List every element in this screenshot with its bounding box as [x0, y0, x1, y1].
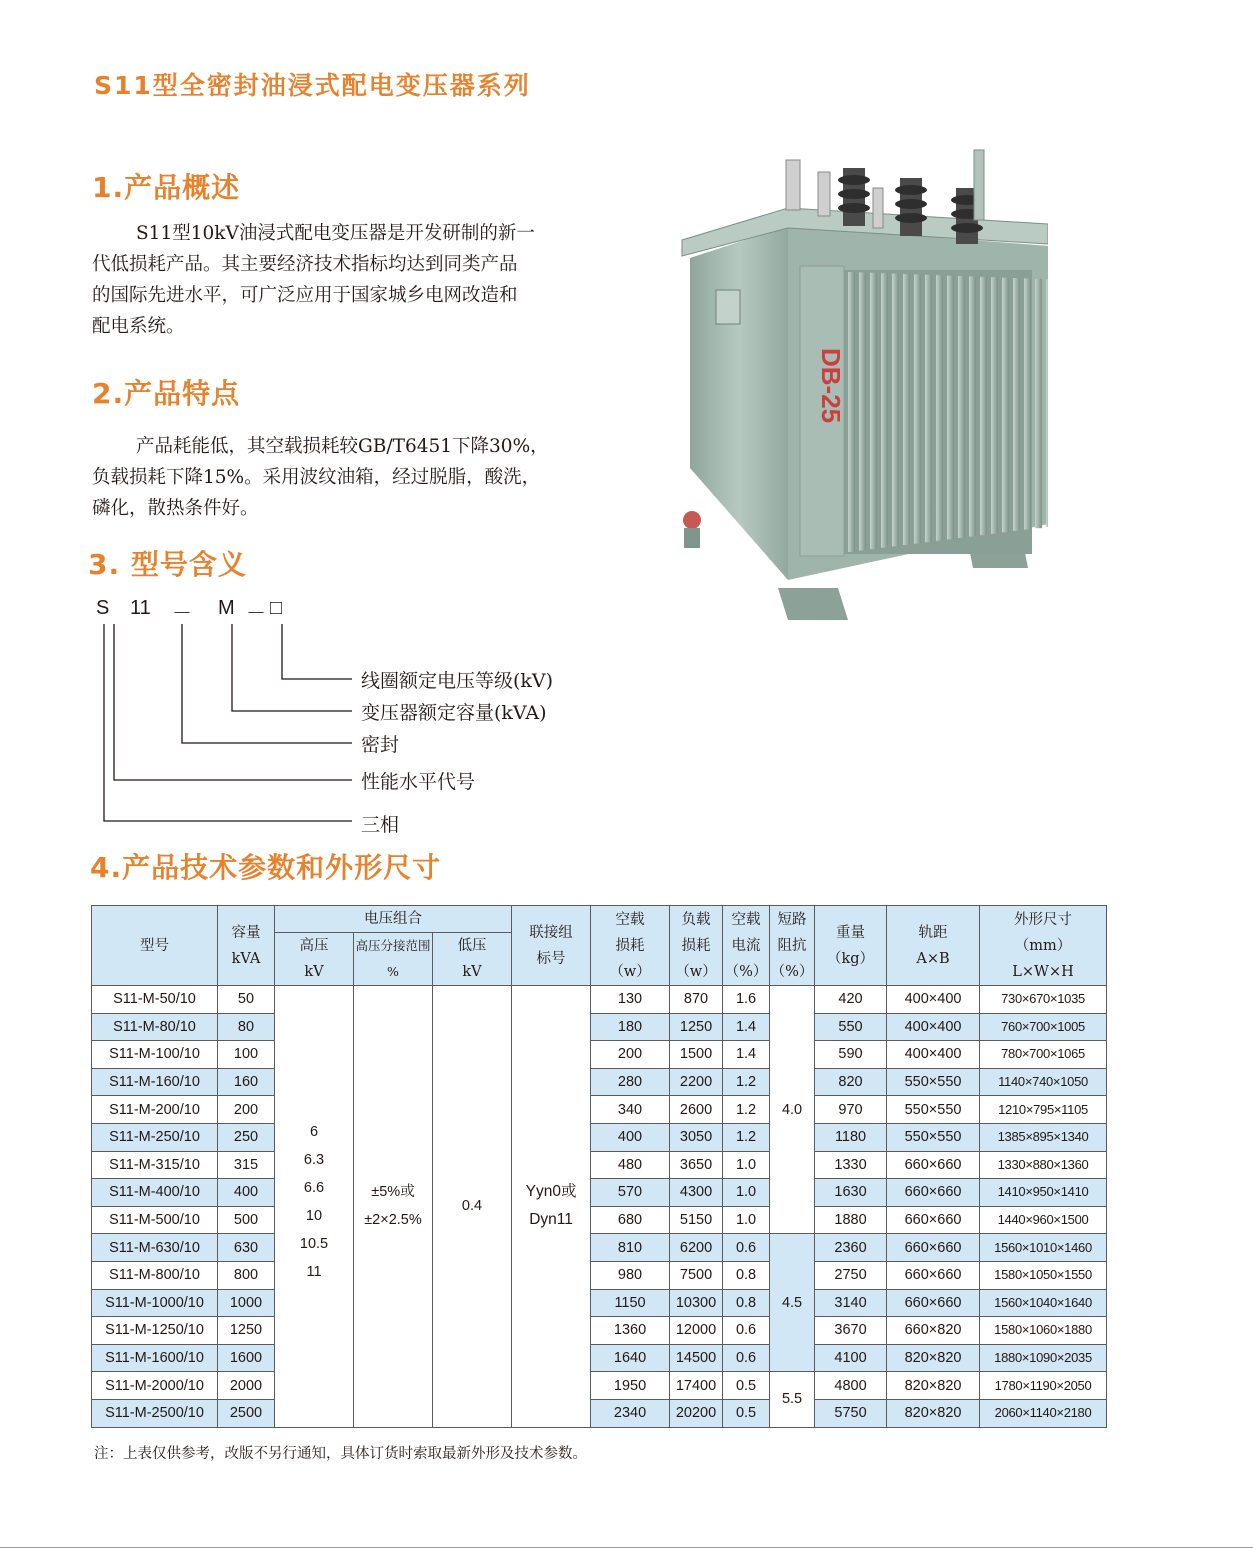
radiator-fin [980, 277, 987, 535]
radiator-fin [936, 275, 943, 541]
cell-dimensions: 1330×880×1360 [980, 1151, 1107, 1179]
cell-impedance-merged: 4.5 [770, 1234, 815, 1372]
cell-noload-loss: 200 [591, 1041, 670, 1069]
cell-noload-current: 1.2 [723, 1096, 770, 1124]
table-row [92, 1344, 1107, 1372]
header-noload-loss: 空载 损耗 （w） [591, 906, 670, 986]
table-row [92, 1289, 1107, 1317]
cell-gauge: 660×660 [887, 1206, 980, 1234]
cell-noload-loss: 980 [591, 1261, 670, 1289]
cell-load-loss: 10300 [670, 1289, 723, 1317]
header-noload-current: 空载 电流 （%） [723, 906, 770, 986]
cell-weight: 3670 [815, 1317, 887, 1345]
table-row [92, 1261, 1107, 1289]
cell-weight: 4100 [815, 1344, 887, 1372]
hv-value: 6.3 [303, 1152, 325, 1168]
cell-gauge: 820×820 [887, 1344, 980, 1372]
cell-gauge: 660×820 [887, 1317, 980, 1345]
cell-gauge: 400×400 [887, 986, 980, 1014]
hv-value: 10 [305, 1208, 323, 1224]
cell-dimensions: 1780×1190×2050 [980, 1372, 1107, 1400]
radiator-fin [958, 276, 965, 538]
hv-value: 6.6 [303, 1180, 325, 1196]
cell-noload-current: 0.6 [723, 1234, 770, 1262]
cell-weight: 820 [815, 1068, 887, 1096]
code-dash-1: － [172, 603, 192, 625]
cell-load-loss: 2600 [670, 1096, 723, 1124]
cell-noload-loss: 180 [591, 1013, 670, 1041]
cell-noload-loss: 2340 [591, 1399, 670, 1427]
cell-capacity: 200 [218, 1096, 275, 1124]
cell-weight: 1630 [815, 1179, 887, 1207]
cell-weight: 3140 [815, 1289, 887, 1317]
cell-model: S11-M-2500/10 [92, 1399, 218, 1427]
header-lv: 低压 kV [433, 933, 512, 986]
header-connection: 联接组 标号 [512, 906, 591, 986]
code-box: □ [270, 597, 283, 619]
cell-load-loss: 3050 [670, 1123, 723, 1151]
cell-gauge: 820×820 [887, 1399, 980, 1427]
cell-model: S11-M-80/10 [92, 1013, 218, 1041]
cell-noload-current: 1.2 [723, 1123, 770, 1151]
cell-capacity: 400 [218, 1179, 275, 1207]
cell-capacity: 1250 [218, 1317, 275, 1345]
cell-dimensions: 2060×1140×2180 [980, 1399, 1107, 1427]
cell-gauge: 820×820 [887, 1372, 980, 1400]
cell-noload-loss: 1360 [591, 1317, 670, 1345]
cell-dimensions: 1385×895×1340 [980, 1123, 1107, 1151]
transformer-photo [668, 148, 1048, 628]
cell-noload-current: 1.0 [723, 1179, 770, 1207]
code-m: M [218, 597, 235, 619]
section-heading-model: 3. 型号含义 [88, 548, 247, 581]
radiator-fin [1046, 279, 1048, 527]
cell-weight: 420 [815, 986, 887, 1014]
cell-noload-current: 0.5 [723, 1372, 770, 1400]
section-heading-overview: 1.产品概述 [92, 171, 241, 204]
cell-load-loss: 6200 [670, 1234, 723, 1262]
cell-lv-merged: 0.4 [433, 986, 512, 1428]
cell-capacity: 50 [218, 986, 275, 1014]
cell-load-loss: 3650 [670, 1151, 723, 1179]
cell-impedance-merged: 5.5 [770, 1372, 815, 1427]
header-voltage-group: 电压组合 [275, 906, 512, 933]
cell-noload-current: 1.0 [723, 1206, 770, 1234]
hv-value: 10.5 [299, 1236, 329, 1252]
header-model: 型号 [92, 906, 218, 986]
cell-load-loss: 7500 [670, 1261, 723, 1289]
cell-load-loss: 20200 [670, 1399, 723, 1427]
cell-noload-current: 0.8 [723, 1261, 770, 1289]
radiator-fin [1002, 278, 1009, 533]
cell-load-loss: 17400 [670, 1372, 723, 1400]
cell-model: S11-M-1600/10 [92, 1344, 218, 1372]
cell-weight: 970 [815, 1096, 887, 1124]
radiator-fin [947, 276, 954, 540]
cell-dimensions: 1210×795×1105 [980, 1096, 1107, 1124]
cell-capacity: 1600 [218, 1344, 275, 1372]
cell-capacity: 80 [218, 1013, 275, 1041]
cell-gauge: 400×400 [887, 1041, 980, 1069]
features-line: 磷化，散热条件好。 [92, 498, 259, 519]
table-row [92, 1151, 1107, 1179]
cell-weight: 1880 [815, 1206, 887, 1234]
cell-capacity: 500 [218, 1206, 275, 1234]
table-row [92, 1372, 1107, 1400]
cell-gauge: 660×660 [887, 1179, 980, 1207]
cell-capacity: 160 [218, 1068, 275, 1096]
cell-noload-current: 1.4 [723, 1013, 770, 1041]
radiator-fin [969, 276, 976, 536]
cell-dimensions: 1880×1090×2035 [980, 1344, 1107, 1372]
radiator-fin [1013, 278, 1020, 531]
header-capacity: 容量 kVA [218, 906, 275, 986]
cell-model: S11-M-315/10 [92, 1151, 218, 1179]
radiator-fin [859, 272, 866, 550]
cell-weight: 2360 [815, 1234, 887, 1262]
cell-gauge: 550×550 [887, 1123, 980, 1151]
tap-value: ±5%或 [371, 1184, 415, 1201]
table-row [92, 986, 1107, 1014]
cell-connection-merged [512, 986, 591, 1428]
hv-value: 6 [309, 1124, 319, 1140]
cell-model: S11-M-100/10 [92, 1041, 218, 1069]
cell-dimensions: 1560×1010×1460 [980, 1234, 1107, 1262]
cell-dimensions: 1580×1060×1880 [980, 1317, 1107, 1345]
cell-gauge: 660×660 [887, 1289, 980, 1317]
header-impedance: 短路 阻抗 （%） [770, 906, 815, 986]
cell-hv-merged [275, 986, 354, 1428]
table-row [92, 1123, 1107, 1151]
code-11: 11 [130, 597, 151, 619]
cell-model: S11-M-50/10 [92, 986, 218, 1014]
cell-noload-loss: 1950 [591, 1372, 670, 1400]
cell-model: S11-M-1250/10 [92, 1317, 218, 1345]
table-row [92, 1234, 1107, 1262]
cell-weight: 5750 [815, 1399, 887, 1427]
cell-noload-current: 0.6 [723, 1317, 770, 1345]
overview-line: 代低损耗产品。其主要经济技术指标均达到同类产品 [92, 254, 518, 275]
cell-load-loss: 2200 [670, 1068, 723, 1096]
cell-model: S11-M-400/10 [92, 1179, 218, 1207]
connection-value: Yyn0或 [525, 1183, 577, 1201]
radiator-fin [881, 273, 888, 548]
cell-noload-current: 1.0 [723, 1151, 770, 1179]
cell-capacity: 100 [218, 1041, 275, 1069]
overview-line: S11型10kV油浸式配电变压器是开发研制的新一 [136, 223, 535, 244]
table-row [92, 1179, 1107, 1207]
cell-dimensions: 760×700×1005 [980, 1013, 1107, 1041]
radiator-fin [903, 274, 910, 545]
header-weight: 重量 （kg） [815, 906, 887, 986]
header-dimensions: 外形尺寸 （mm） L×W×H [980, 906, 1107, 986]
cell-dimensions: 780×700×1065 [980, 1041, 1107, 1069]
cell-noload-loss: 280 [591, 1068, 670, 1096]
overview-line: 的国际先进水平，可广泛应用于国家城乡电网改造和 [92, 285, 518, 306]
tap-value: ±2×2.5% [364, 1212, 422, 1229]
cell-noload-current: 0.8 [723, 1289, 770, 1317]
overview-line: 配电系统。 [92, 316, 185, 337]
cell-capacity: 800 [218, 1261, 275, 1289]
cell-model: S11-M-800/10 [92, 1261, 218, 1289]
code-dash-2: － [246, 603, 266, 625]
cell-gauge: 550×550 [887, 1068, 980, 1096]
cell-load-loss: 14500 [670, 1344, 723, 1372]
cell-load-loss: 4300 [670, 1179, 723, 1207]
cell-noload-current: 1.6 [723, 986, 770, 1014]
table-row [92, 1206, 1107, 1234]
cell-noload-loss: 400 [591, 1123, 670, 1151]
cell-model: S11-M-200/10 [92, 1096, 218, 1124]
cell-noload-loss: 340 [591, 1096, 670, 1124]
cell-dimensions: 1140×740×1050 [980, 1068, 1107, 1096]
cell-gauge: 550×550 [887, 1096, 980, 1124]
cell-dimensions: 730×670×1035 [980, 986, 1107, 1014]
cell-dimensions: 1410×950×1410 [980, 1179, 1107, 1207]
cell-gauge: 400×400 [887, 1013, 980, 1041]
tank-label: DB-25 [816, 348, 846, 424]
radiator-fin [870, 273, 877, 549]
cell-model: S11-M-250/10 [92, 1123, 218, 1151]
cell-noload-loss: 1150 [591, 1289, 670, 1317]
cell-capacity: 1000 [218, 1289, 275, 1317]
section-heading-features: 2.产品特点 [92, 377, 241, 410]
radiator-fin [1024, 278, 1031, 529]
legend-performance-code: 性能水平代号 [361, 771, 476, 793]
features-line: 负载损耗下降15%。采用波纹油箱，经过脱脂，酸洗， [92, 467, 541, 488]
footnote: 注：上表仅供参考，改版不另行通知，具体订货时索取最新外形及技术参数。 [94, 1446, 587, 1462]
cell-capacity: 250 [218, 1123, 275, 1151]
cell-dimensions: 1560×1040×1640 [980, 1289, 1107, 1317]
cell-weight: 590 [815, 1041, 887, 1069]
hv-value: 11 [306, 1264, 322, 1280]
header-hv: 高压 kV [275, 933, 354, 986]
cell-capacity: 630 [218, 1234, 275, 1262]
legend-rated-capacity: 变压器额定容量(kVA) [361, 702, 547, 724]
table-row [92, 1013, 1107, 1041]
legend-three-phase: 三相 [361, 814, 400, 836]
cell-gauge: 660×660 [887, 1261, 980, 1289]
cell-load-loss: 1500 [670, 1041, 723, 1069]
cell-gauge: 660×660 [887, 1151, 980, 1179]
radiator-fin [914, 274, 921, 543]
header-tap-range: 高压分接范围 % [354, 933, 433, 986]
cell-model: S11-M-500/10 [92, 1206, 218, 1234]
cell-weight: 1330 [815, 1151, 887, 1179]
section-heading-params: 4.产品技术参数和外形尺寸 [90, 851, 442, 884]
connection-value: Dyn11 [529, 1211, 573, 1229]
features-line: 产品耗能低，其空载损耗较GB/T6451下降30%， [136, 436, 549, 457]
radiator-fin [892, 274, 899, 547]
legend-voltage-class: 线圈额定电压等级(kV) [361, 670, 554, 692]
cell-noload-loss: 480 [591, 1151, 670, 1179]
cell-weight: 550 [815, 1013, 887, 1041]
cell-dimensions: 1440×960×1500 [980, 1206, 1107, 1234]
cell-weight: 1180 [815, 1123, 887, 1151]
cell-noload-current: 1.4 [723, 1041, 770, 1069]
cell-model: S11-M-160/10 [92, 1068, 218, 1096]
cell-noload-current: 0.5 [723, 1399, 770, 1427]
radiator-fin [1035, 279, 1042, 528]
table-row [92, 1096, 1107, 1124]
cell-capacity: 2000 [218, 1372, 275, 1400]
table-row [92, 1041, 1107, 1069]
cell-noload-loss: 130 [591, 986, 670, 1014]
cell-load-loss: 870 [670, 986, 723, 1014]
cell-weight: 2750 [815, 1261, 887, 1289]
cell-model: S11-M-2000/10 [92, 1372, 218, 1400]
cell-model: S11-M-1000/10 [92, 1289, 218, 1317]
cell-noload-current: 1.2 [723, 1068, 770, 1096]
cell-noload-loss: 680 [591, 1206, 670, 1234]
radiator-fin [925, 275, 932, 542]
cell-impedance-merged: 4.0 [770, 986, 815, 1234]
cell-load-loss: 5150 [670, 1206, 723, 1234]
cell-model: S11-M-630/10 [92, 1234, 218, 1262]
cell-tap-merged [354, 986, 433, 1428]
table-row [92, 1317, 1107, 1345]
cell-noload-loss: 570 [591, 1179, 670, 1207]
header-gauge: 轨距 A×B [887, 906, 980, 986]
radiator-fin [848, 272, 855, 552]
table-row [92, 1068, 1107, 1096]
cell-noload-loss: 1640 [591, 1344, 670, 1372]
code-s: S [96, 597, 110, 619]
cell-capacity: 2500 [218, 1399, 275, 1427]
cell-gauge: 660×660 [887, 1234, 980, 1262]
cell-noload-loss: 810 [591, 1234, 670, 1262]
cell-weight: 4800 [815, 1372, 887, 1400]
cell-capacity: 315 [218, 1151, 275, 1179]
footer-rule [0, 1547, 1253, 1548]
page-title: S11型全密封油浸式配电变压器系列 [94, 71, 531, 100]
cell-load-loss: 12000 [670, 1317, 723, 1345]
cell-load-loss: 1250 [670, 1013, 723, 1041]
cell-noload-current: 0.6 [723, 1344, 770, 1372]
radiator-fin [991, 277, 998, 534]
header-load-loss: 负载 损耗 （w） [670, 906, 723, 986]
table-row [92, 1399, 1107, 1427]
cell-dimensions: 1580×1050×1550 [980, 1261, 1107, 1289]
legend-sealed: 密封 [361, 734, 400, 756]
spec-table [91, 905, 1107, 1428]
